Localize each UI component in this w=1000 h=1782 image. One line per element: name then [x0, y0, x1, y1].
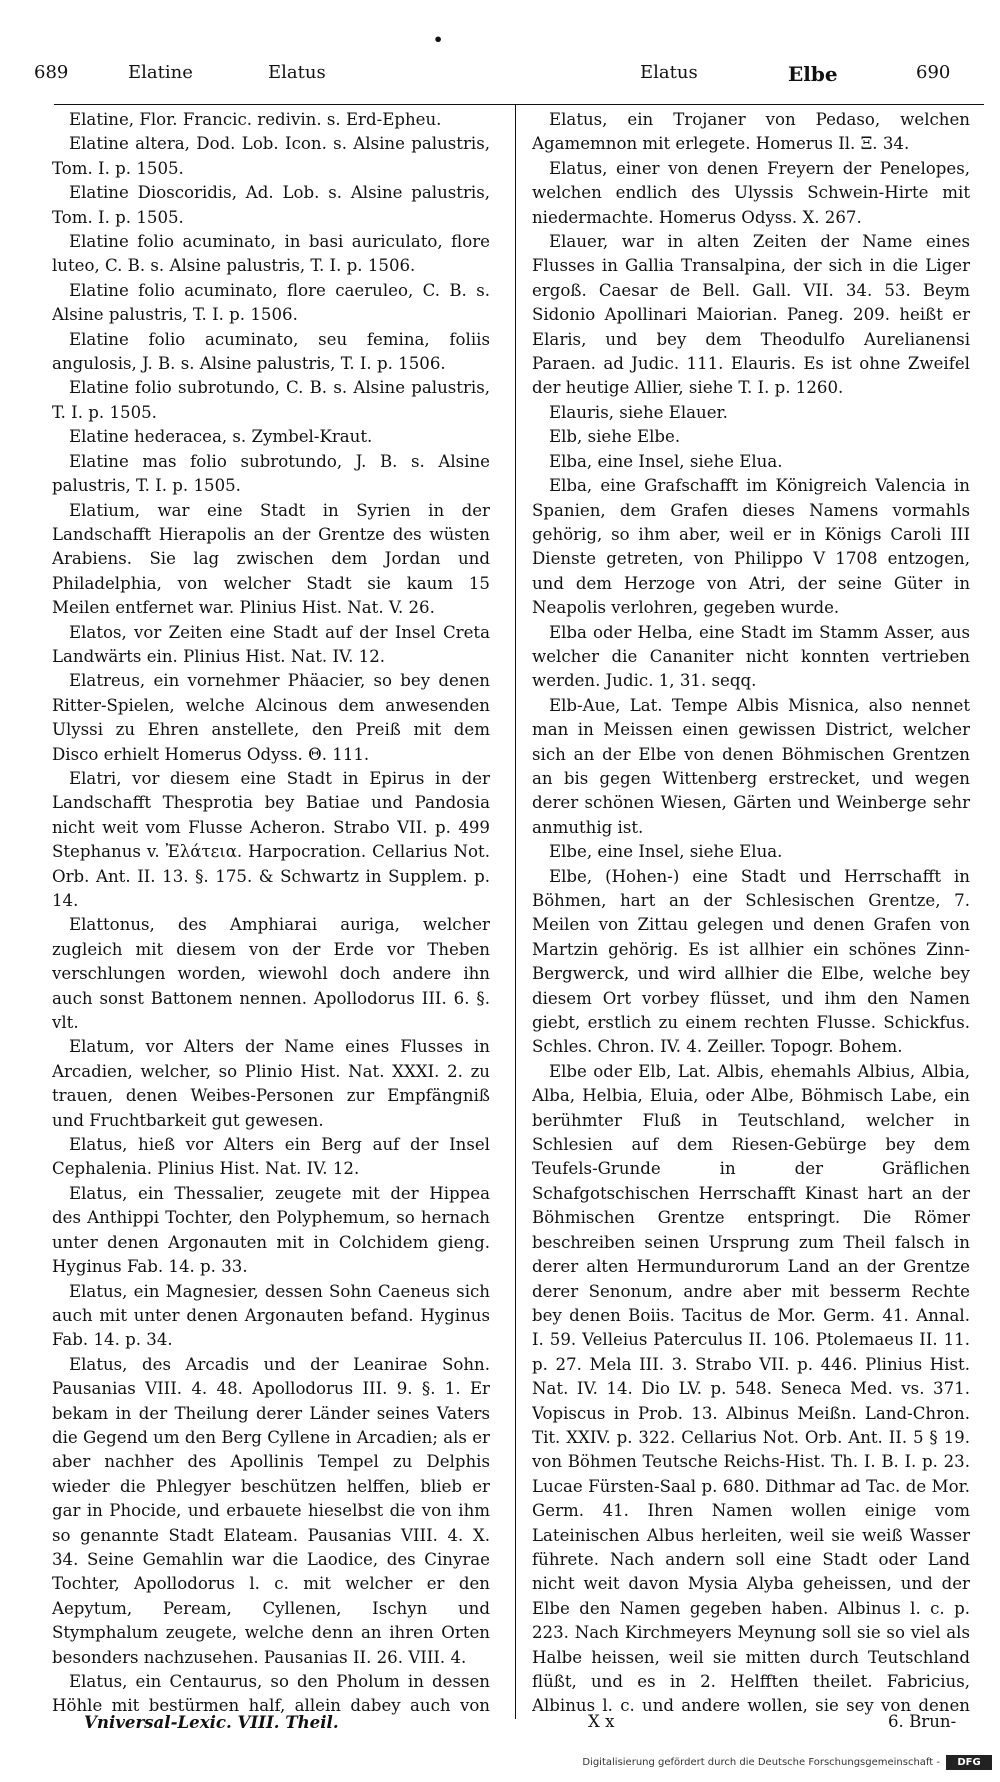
right-column	[532, 108, 970, 1716]
entry: Elba oder Helba, eine Stadt im Stamm Asser, aus welcher die Cananiter nicht konnten vertrieben werden. Judic. 1, 31. seqq.	[532, 622, 970, 691]
footer-signature: X x	[588, 1712, 615, 1731]
entry: Elauris, siehe Elauer.	[549, 402, 728, 422]
entry: Elatine Dioscoridis, Ad. Lob. s. Alsine palustris, Tom. I. p. 1505.	[52, 183, 490, 227]
entry: Elatus, ein Thessalier, zeugete mit der Hippea des Anthippi Tochter, den Polyphemum, so hernach unter denen Argonauten mit in Colchidem gieng. Hyginus Fab. 14. p. 33.	[52, 1183, 490, 1277]
entry: Elatus, ein Centaurus, so den Pholum in dessen Höhle mit bestürmen half, allein dabey auch von	[52, 1672, 490, 1716]
entry: Elatri, vor diesem eine Stadt in Epirus in der Landschafft Thesprotia bey Batiae und Pandosia nicht weit vom Flusse Acheron. Strabo VII. p. 499 Stephanus v. Ἐλάτεια. Harpocration. Cellarius Not. Orb. Ant. II. 13. §. 175. & Schwartz in Supplem. p. 14.	[52, 768, 490, 910]
entry: Elatine folio acuminato, flore caeruleo, C. B. s. Alsine palustris, T. I. p. 1506.	[52, 280, 490, 325]
entry: Elatus, einer von denen Freyern der Penelopes, welchen endlich des Ulyssis Schwein-Hirte mit niedermachte. Homerus Odyss. X. 267.	[532, 158, 970, 227]
entry: Elatus, des Arcadis und der Leanirae Sohn. Pausanias VIII. 4. 48. Apollodorus III. 9. §. 1. Er bekam in der Theilung derer Länder seines Vaters die Gegend um den Berg Cyllene in Arcadien; als er aber nachher des Apollinis Tempel zu Delphis wieder die Phlegyer beschützen helffen, blieb er gar in Phocide, und erbauete hieselbst die von ihm so genannte Stadt Elateam. Pausanias VIII. 4. X. 34. Seine Gemahlin war die Laodice, des Cinyrae Tochter, Apollodorus l. c. mit welcher er den Aepytum, Peream, Cyllenen, Ischyn und Stymphalum zeugete, welche denn an ihren Orten besonders nachzusehen. Pausanias II. 26. VIII. 4.	[52, 1354, 490, 1667]
entry: Elatine folio acuminato, in basi auriculato, flore luteo, C. B. s. Alsine palustris, T. I. p. 1506.	[52, 232, 490, 276]
entry: Elatum, vor Alters der Name eines Flusses in Arcadien, welcher, so Plinio Hist. Nat. XXXI. 2. zu trauen, denen Weibes-Personen zur Empfängniß und Fruchtbarkeit gut gewesen.	[52, 1037, 490, 1130]
entry: Elatine altera, Dod. Lob. Icon. s. Alsine palustris, Tom. I. p. 1505.	[52, 134, 490, 178]
entry: Elatine folio acuminato, seu femina, foliis angulosis, J. B. s. Alsine palustris, T. I. p. 1506.	[52, 329, 490, 374]
entry: Elatine folio subrotundo, C. B. s. Alsine palustris, T. I. p. 1505.	[52, 378, 490, 422]
entry: Elatium, war eine Stadt in Syrien in der Landschafft Hierapolis an der Grentze des wüsten Arabiens. Sie lag zwischen dem Jordan und Philadelphia, von welcher Stadt sie kaum 15 Meilen entfernet war. Plinius Hist. Nat. V. 26.	[52, 500, 490, 618]
entry: Elatreus, ein vornehmer Phäacier, so bey denen Ritter-Spielen, welche Alcinous dem anwesenden Ulyssi zu Ehren anstellete, den Preiß mit dem Disco erhielt Homerus Odyss. Θ. 111.	[52, 671, 490, 764]
header-catchword-1: Elatine	[128, 62, 193, 83]
entry: Elbe oder Elb, Lat. Albis, ehemahls Albius, Albia, Alba, Helbia, Eluia, oder Albe, Böhmisch Labe, ein berühmter Fluß in Teutschland, welcher in Schlesien auf dem Riesen-Gebürge bey dem Teufels-Grunde in der Gräflichen Schafgotschischen Herrschafft Kinast hart an der Böhmischen Grentze entspringt. Die Römer beschreiben seinen Ursprung zum Theil falsch in derer alten Hermundurorum Land an der Grentze derer Senonum, andre aber mit besserm Rechte bey denen Boiis. Tacitus de Mor. Germ. 41. Annal. I. 59. Velleius Paterculus II. 106. Ptolemaeus II. 11. p. 27. Mela III. 3. Strabo VII. p. 446. Plinius Hist. Nat. IV. 14. Dio LV. p. 548. Seneca Med. vs. 371. Vopiscus in Prob. 13. Albinus Meißn. Land-Chron. Tit. XXIV. p. 322. Cellarius Not. Orb. Ant. II. 5 § 19. von Böhmen Teutsche Reichs-Hist. Th. I. B. I. p. 23. Lucae Fürsten-Saal p. 680. Dithmar ad Tac. de Mor. Germ. 41. Ihren Namen wollen einige vom Lateinischen Albus herleiten, weil sie weiß Wasser führete. Nach andern soll eine Stadt oder Land nicht weit davon Mysia Alyba geheissen, und der Elbe den Namen gegeben haben. Albinus l. c. p. 223. Nach Kirchmeyers Meynung soll sie so viel als Halbe heissen, weil sie mitten durch Teutschland flüßt, und es in 2. Helfften theilet. Fabricius, Albinus l. c. und andere wollen, sie sey von denen	[532, 1061, 970, 1716]
entry: Elatus, hieß vor Alters ein Berg auf der Insel Cephalenia. Plinius Hist. Nat. IV. 12.	[52, 1135, 490, 1179]
header-catchword-2: Elatus	[268, 62, 326, 83]
entry: Elatus, ein Magnesier, dessen Sohn Caeneus sich auch mit unter denen Argonauten befand. Hyginus Fab. 14. p. 34.	[52, 1281, 490, 1350]
dfg-logo: DFG	[946, 1755, 992, 1770]
header-catchword-4: Elbe	[788, 62, 838, 86]
entry: Elb, siehe Elbe.	[549, 427, 681, 447]
entry: Elatine mas folio subrotundo, J. B. s. Alsine palustris, T. I. p. 1505.	[52, 451, 490, 496]
entry: Elba, eine Insel, siehe Elua.	[549, 451, 783, 471]
book-page	[28, 0, 998, 1782]
footer-volume-title: Vniversal-Lexic. VIII. Theil.	[84, 1712, 339, 1732]
column-divider	[515, 104, 516, 1719]
entry: Elb-Aue, Lat. Tempe Albis Misnica, also nennet man in Meissen einen gewissen District, welcher sich an der Elbe von denen Böhmischen Grentzen an bis gegen Wittenberg erstrecket, und wegen derer schönen Wiesen, Gärten und Weinberge sehr anmuthig ist.	[532, 695, 970, 837]
header-rule	[54, 104, 984, 105]
digitization-credit: Digitalisierung gefördert durch die Deutsche Forschungsgemeinschaft -	[582, 1757, 940, 1768]
entry: Elbe, eine Insel, siehe Elua.	[549, 842, 783, 862]
running-header	[28, 62, 988, 90]
page-number-right: 690	[916, 62, 951, 83]
entry: Elatine hederacea, s. Zymbel-Kraut.	[69, 427, 373, 447]
entry: Elatine, Flor. Francic. redivin. s. Erd-Epheu.	[69, 110, 442, 129]
entry: Elba, eine Grafschafft im Königreich Valencia in Spanien, dem Grafen dieses Namens vormahls gehörig, so ihm aber, weil er in Königs Caroli III Dienste getreten, von Philippo V 1708 entzogen, und dem Herzoge von Atri, der seine Güter in Neapolis verlohren, gegeben wurde.	[532, 476, 970, 618]
entry: Elbe, (Hohen-) eine Stadt und Herrschafft in Böhmen, hart an der Schlesischen Grentze, 7. Meilen von Zittau gelegen und denen Grafen von Martzin gehörig. Es ist allhier ein schönes Zinn-Bergwerck, und wird allhier die Elbe, welche bey diesem Ort vorbey flüsset, und ihm den Namen giebt, erstlich zu einem rechten Flusse. Schickfus. Schles. Chron. IV. 4. Zeiller. Topogr. Bohem.	[532, 866, 970, 1057]
entry: Elattonus, des Amphiarai auriga, welcher zugleich mit diesem von der Erde vor Theben verschlungen worden, wiewohl doch andere ihn auch sonst Battonem nennen. Apollodorus III. 6. §. vlt.	[52, 915, 490, 1033]
entry: Elatus, ein Trojaner von Pedaso, welchen Agamemnon mit erlegete. Homerus Il. Ξ. 34.	[532, 110, 970, 154]
entry: Elauer, war in alten Zeiten der Name eines Flusses in Gallia Transalpina, der sich in die Liger ergoß. Caesar de Bell. Gall. VII. 34. 53. Beym Sidonio Apollinari Maiorian. Paneg. 209. heißt er Elaris, und bey dem Theodulfo Aurelianensi Paraen. ad Judic. 111. Elauris. Es ist ohne Zweifel der heutige Allier, siehe T. I. p. 1260.	[532, 232, 970, 398]
page-number-left: 689	[34, 62, 69, 83]
ink-dot: •	[433, 30, 444, 49]
entry: Elatos, vor Zeiten eine Stadt auf der Insel Creta Landwärts ein. Plinius Hist. Nat. IV. 12.	[52, 622, 490, 666]
footer-catchword: 6. Brun-	[888, 1712, 957, 1731]
header-catchword-3: Elatus	[640, 62, 698, 83]
left-column	[52, 108, 490, 1716]
